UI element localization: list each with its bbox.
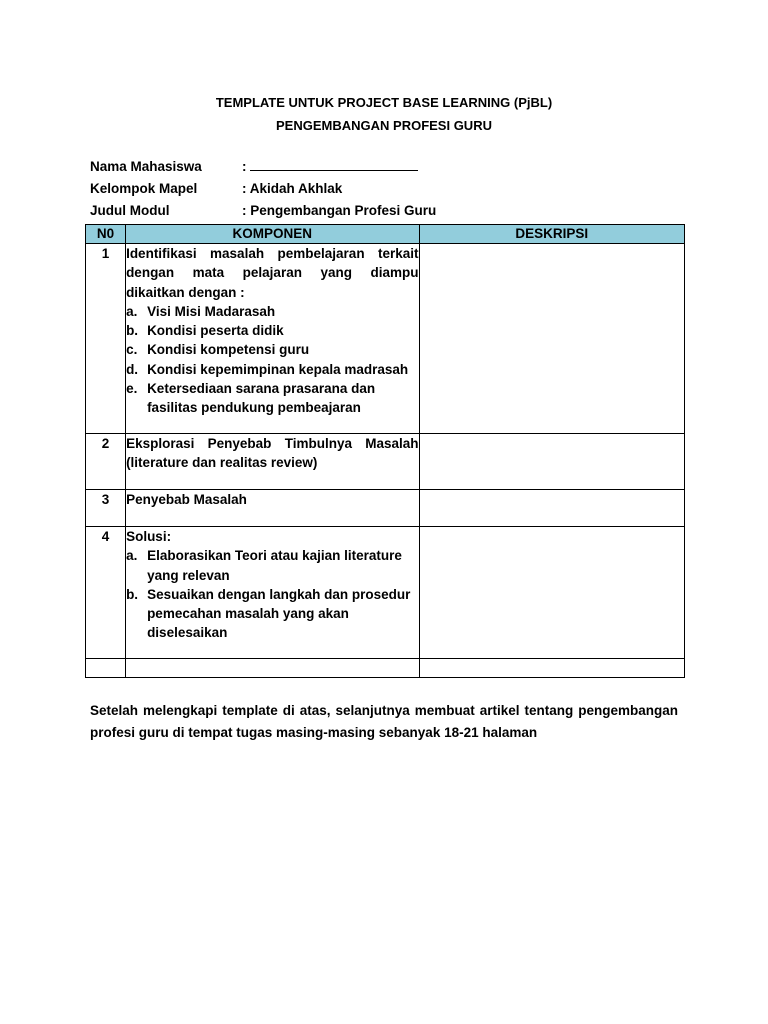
list-marker: e. [126,381,138,397]
list-marker: b. [126,323,139,339]
komponen-text: Eksplorasi Penyebab Timbulnya Masalah (literature dan realitas review) [126,436,419,471]
row-number: 3 [86,490,126,527]
komponen-sub-list [126,546,418,642]
komponen-text: Solusi: [126,529,172,544]
list-item [126,379,418,418]
list-marker: d. [126,361,139,377]
list-item [126,321,418,340]
table-row [86,434,685,490]
table-row [86,244,685,434]
list-item [126,546,418,585]
list-item-text: Kondisi kepemimpinan kepala madrasah [147,361,409,377]
info-label: Nama Mahasiswa [90,159,202,174]
komponen-text: Identifikasi masalah pembelajaran terkait dengan mata pelajaran yang diampu dikaitkan dengan : [126,246,419,300]
row-komponen [126,659,419,678]
info-label: Kelompok Mapel [90,181,198,196]
header-komponen: KOMPONEN [126,225,419,244]
pjbl-template-table [85,224,685,678]
list-item [126,340,418,359]
komponen-sub-list [126,302,418,418]
komponen-text: Penyebab Masalah [126,492,247,507]
info-value: : [242,159,247,174]
list-marker: a. [126,303,138,319]
row-komponen [126,434,419,490]
row-komponen [126,527,419,659]
row-komponen [126,490,419,527]
document-subtitle: PENGEMBANGAN PROFESI GURU [276,118,492,133]
list-marker: c. [126,342,138,358]
row-komponen [126,244,419,434]
header-deskripsi: DESKRIPSI [419,225,684,244]
row-deskripsi [419,490,684,527]
row-deskripsi [419,527,684,659]
row-deskripsi [419,434,684,490]
info-value: : Pengembangan Profesi Guru [242,203,437,218]
list-item-text: Visi Misi Madarasah [147,303,276,319]
list-item-text: Sesuaikan dengan langkah dan prosedur pemecahan masalah yang akan diselesaikan [147,586,411,641]
closing-instruction: Setelah melengkapi template di atas, selanjutnya membuat artikel tentang pengembangan profesi guru di tempat tugas masing-masing sebanyak 18-21 halaman [90,703,678,740]
list-item-text: Ketersediaan sarana prasarana dan fasilitas pendukung pembeajaran [147,381,376,416]
row-number [86,659,126,678]
list-item-text: Elaborasikan Teori atau kajian literature yang relevan [147,548,402,583]
list-marker: b. [126,586,139,602]
document-title: TEMPLATE UNTUK PROJECT BASE LEARNING (PjBL) [215,95,553,110]
row-number: 1 [86,244,126,434]
row-number: 2 [86,434,126,490]
info-value: : Akidah Akhlak [242,181,343,196]
row-deskripsi [419,244,684,434]
info-value-wrap [242,156,418,178]
name-blank-line [250,157,418,171]
list-item-text: Kondisi kompetensi guru [147,342,310,358]
list-item [126,360,418,379]
list-marker: a. [126,548,138,564]
list-item [126,585,418,643]
table-row [86,527,685,659]
info-label: Judul Modul [90,203,170,218]
table-header-row [86,225,685,244]
table-row [86,490,685,527]
table-row [86,659,685,678]
header-no: N0 [86,225,126,244]
list-item [126,302,418,321]
list-item-text: Kondisi peserta didik [147,323,284,339]
row-number: 4 [86,527,126,659]
row-deskripsi [419,659,684,678]
